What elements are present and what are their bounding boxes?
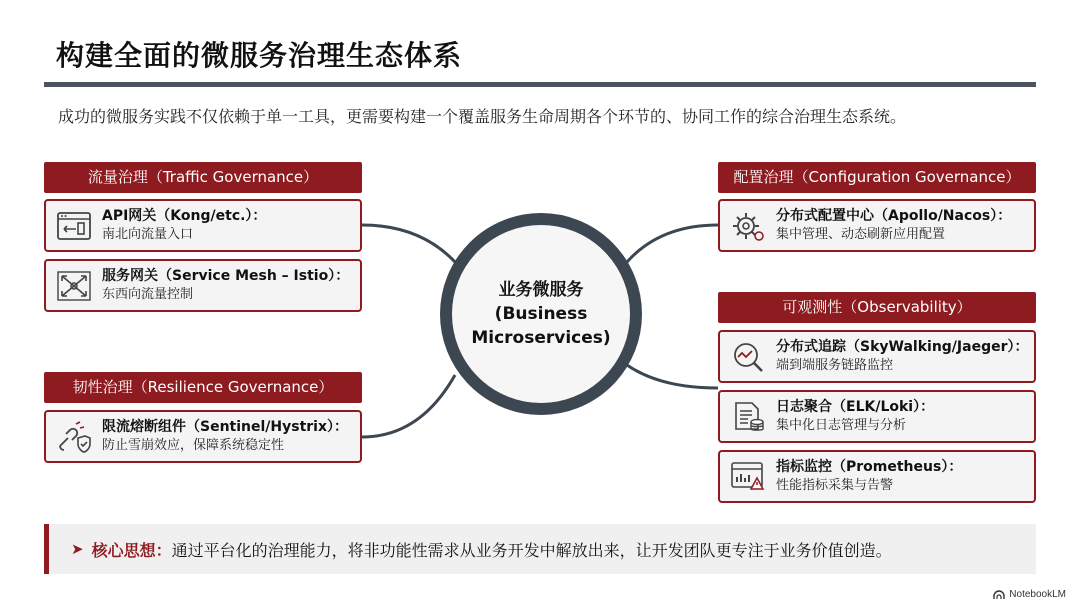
metrics-card [718,450,1036,503]
api-gateway-name: API网关（Kong/etc.）： [102,208,267,224]
config-center-name: 分布式配置中心（Apollo/Nacos）： [776,208,1012,224]
circuit-breaker-desc: 防止雪崩效应，保障系统稳定性 [102,438,285,453]
api-gateway-icon [46,201,102,250]
log-aggregation-card [718,390,1036,443]
config-center-desc: 集中管理、动态刷新应用配置 [776,227,946,242]
center-label-en-2: Microservices) [471,328,611,348]
connector-observability [627,365,718,388]
log-icon [720,392,776,441]
traffic-governance-header: 流量治理（Traffic Governance） [44,162,362,193]
circuit-breaker-card [44,410,362,463]
metrics-desc: 性能指标采集与告警 [776,478,894,493]
notebooklm-brand [993,589,1066,600]
configuration-governance-header: 配置治理（Configuration Governance） [718,162,1036,193]
tracing-icon [720,332,776,381]
config-center-card [718,199,1036,252]
service-mesh-icon [46,261,102,310]
service-mesh-card [44,259,362,312]
circuit-breaker-icon [46,412,102,461]
tracing-card [718,330,1036,383]
gear-config-icon [720,201,776,250]
page-title: 构建全面的微服务治理生态体系 [56,39,463,72]
log-aggregation-name: 日志聚合（ELK/Loki）： [776,399,935,415]
api-gateway-card [44,199,362,252]
observability-header: 可观测性（Observability） [718,292,1036,323]
connector-traffic [362,225,455,262]
connector-config [627,225,718,262]
metrics-icon [720,452,776,501]
circuit-breaker-name: 限流熔断组件（Sentinel/Hystrix）： [102,419,349,435]
api-gateway-desc: 南北向流量入口 [102,227,194,242]
core-idea-label: 核心思想： [91,540,172,560]
connector-resilience [362,375,455,437]
metrics-name: 指标监控（Prometheus）： [776,459,963,475]
tracing-name: 分布式追踪（SkyWalking/Jaeger）： [776,339,1029,355]
core-idea-banner [44,524,1036,574]
log-aggregation-desc: 集中化日志管理与分析 [776,418,907,433]
center-label-cn: 业务微服务 [498,280,584,300]
resilience-governance-header: 韧性治理（Resilience Governance） [44,372,362,403]
brand-label: NotebookLM [1009,589,1066,600]
core-idea-message: 通过平台化的治理能力，将非功能性需求从业务开发中解放出来，让开发团队更专注于业务价值创造。 [171,540,892,560]
page-subtitle: 成功的微服务实践不仅依赖于单一工具，更需要构建一个覆盖服务生命周期各个环节的、协同工作的综合治理生态系统。 [58,107,907,126]
tracing-desc: 端到端服务链路监控 [776,358,894,373]
notebooklm-logo-icon [993,590,1005,600]
business-microservices-hub [440,213,642,415]
center-label-en-1: (Business [494,304,588,324]
service-mesh-desc: 东西向流量控制 [102,287,194,302]
service-mesh-name: 服务网关（Service Mesh – Istio）： [102,268,350,284]
chevron-right-icon: ➤ [71,540,84,558]
